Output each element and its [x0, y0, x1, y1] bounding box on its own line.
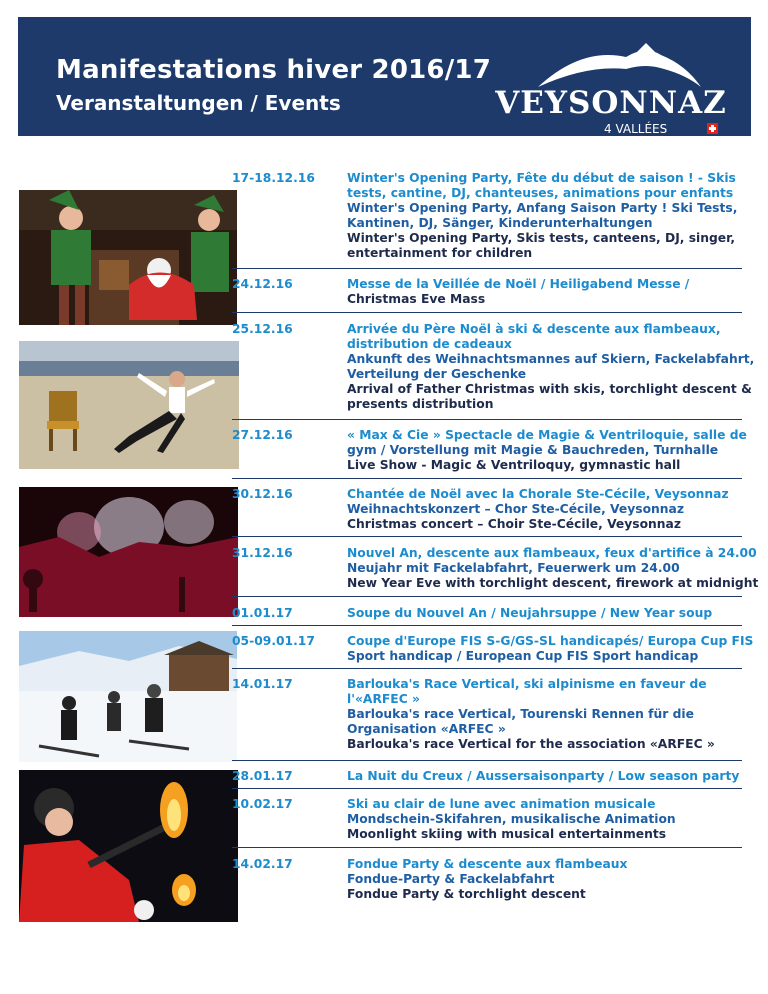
event-text-en: Christmas Eve Mass [347, 292, 486, 306]
event-description [347, 546, 759, 591]
event-text-en: entertainment for children [347, 246, 533, 260]
divider [232, 625, 742, 626]
event-date: 17-18.12.16 [232, 171, 315, 185]
event-text-en: Live Show - Magic & Ventriloquy, gymnastic hall [347, 458, 681, 472]
divider [232, 536, 742, 537]
event-text-de: Kantinen, DJ, Sänger, Kinderunterhaltungen [347, 216, 653, 230]
event-date: 10.02.17 [232, 797, 293, 811]
event-text-fr: Arrivée du Père Noël à ski & descente aux flambeaux, [347, 322, 721, 336]
event-text-fr: distribution de cadeaux [347, 337, 512, 351]
logo-wordmark: VEYSONNAZ [495, 85, 727, 121]
event-text-de: Weihnachtskonzert – Chor Ste-Cécile, Veysonnaz [347, 502, 684, 516]
event-date: 25.12.16 [232, 322, 293, 336]
event-date: 27.12.16 [232, 428, 293, 442]
event-description [347, 857, 742, 902]
event-date: 01.01.17 [232, 606, 293, 620]
event-date: 14.02.17 [232, 857, 293, 871]
event-text-en: Winter's Opening Party, Skis tests, canteens, DJ, singer, [347, 231, 736, 245]
event-text-de: Fondue-Party & Fackelabfahrt [347, 872, 555, 886]
torch-child-photo [19, 770, 238, 922]
event-text-fr: Winter's Opening Party, Fête du début de saison ! - Skis [347, 171, 736, 185]
event-text: La Nuit du Creux / Aussersaisonparty / Low season party [347, 769, 740, 783]
event-description [347, 487, 742, 532]
event-description [347, 769, 742, 784]
page-title: Manifestations hiver 2016/17 [56, 55, 491, 85]
event-text-de: Verteilung der Geschenke [347, 367, 527, 381]
divider [232, 478, 742, 479]
event-text-en: Arrival of Father Christmas with skis, torchlight descent & [347, 382, 752, 396]
event-text-en: Christmas concert – Choir Ste-Cécile, Veysonnaz [347, 517, 682, 531]
swiss-flag-icon [707, 123, 718, 134]
event-text-fr: Ski au clair de lune avec animation musicale [347, 797, 656, 811]
event-description [347, 322, 755, 412]
divider [232, 847, 742, 848]
divider [232, 268, 742, 269]
event-text-de: Mondschein-Skifahren, musikalische Animation [347, 812, 676, 826]
divider [232, 788, 742, 789]
event-text-en: Moonlight skiing with musical entertainments [347, 827, 667, 841]
event-text-fr: Fondue Party & descente aux flambeaux [347, 857, 628, 871]
event-date: 14.01.17 [232, 677, 293, 691]
event-text-fr: « Max & Cie » Spectacle de Magie & Ventriloquie, salle de [347, 428, 747, 442]
event-date: 28.01.17 [232, 769, 293, 783]
event-description [347, 634, 754, 664]
event-text-de: gym / Vorstellung mit Magie & Bauchreden, Turnhalle [347, 443, 719, 457]
ski-race-photo [19, 631, 237, 762]
elves-and-santa-photo [19, 190, 237, 325]
event-text-fr: Barlouka's Race Vertical, ski alpinisme en faveur de [347, 677, 707, 691]
event-text-en: Barlouka's race Vertical for the association «ARFEC » [347, 737, 715, 751]
event-text: Messe de la Veillée de Noël / Heiligabend Messe / [347, 277, 690, 291]
logo-subtitle: 4 VALLÉES [604, 122, 668, 136]
man-on-beach-photo [19, 341, 239, 469]
event-text: Soupe du Nouvel An / Neujahrsuppe / New Year soup [347, 606, 713, 620]
event-text-en: Fondue Party & torchlight descent [347, 887, 586, 901]
event-text: Coupe d'Europe FIS S-G/GS-SL handicapés/ Europa Cup FIS [347, 634, 754, 648]
event-text-de: Barlouka's race Vertical, Tourenski Rennen für die [347, 707, 694, 721]
event-text-fr: l'«ARFEC » [347, 692, 420, 706]
event-description [347, 277, 742, 307]
event-text-en: New Year Eve with torchlight descent, firework at midnight [347, 576, 759, 590]
event-description [347, 797, 742, 842]
event-date: 30.12.16 [232, 487, 293, 501]
event-date: 24.12.16 [232, 277, 293, 291]
event-text: Sport handicap / European Cup FIS Sport handicap [347, 649, 699, 663]
veysonnaz-logo [486, 35, 736, 140]
event-text-fr: Chantée de Noël avec la Chorale Ste-Cécile, Veysonnaz [347, 487, 729, 501]
divider [232, 668, 742, 669]
event-text-de: Ankunft des Weihnachtsmannes auf Skiern, Fackelabfahrt, [347, 352, 755, 366]
event-date: 05-09.01.17 [232, 634, 315, 648]
event-date: 31.12.16 [232, 546, 293, 560]
fireworks-photo [19, 487, 238, 617]
event-text-de: Winter's Opening Party, Anfang Saison Party ! Ski Tests, [347, 201, 738, 215]
page-subtitle: Veranstaltungen / Events [56, 91, 341, 115]
event-description [347, 677, 742, 752]
event-description [347, 428, 747, 473]
event-text-fr: Nouvel An, descente aux flambeaux, feux d'artifice à 24.00 [347, 546, 757, 560]
event-text-fr: tests, cantine, DJ, chanteuses, animations pour enfants [347, 186, 734, 200]
event-text-en: presents distribution [347, 397, 494, 411]
event-description [347, 171, 742, 261]
divider [232, 760, 742, 761]
event-description [347, 606, 742, 621]
divider [232, 312, 742, 313]
event-text-de: Neujahr mit Fackelabfahrt, Feuerwerk um 24.00 [347, 561, 680, 575]
event-text-de: Organisation «ARFEC » [347, 722, 506, 736]
header-banner [18, 17, 751, 136]
divider [232, 596, 742, 597]
divider [232, 419, 742, 420]
